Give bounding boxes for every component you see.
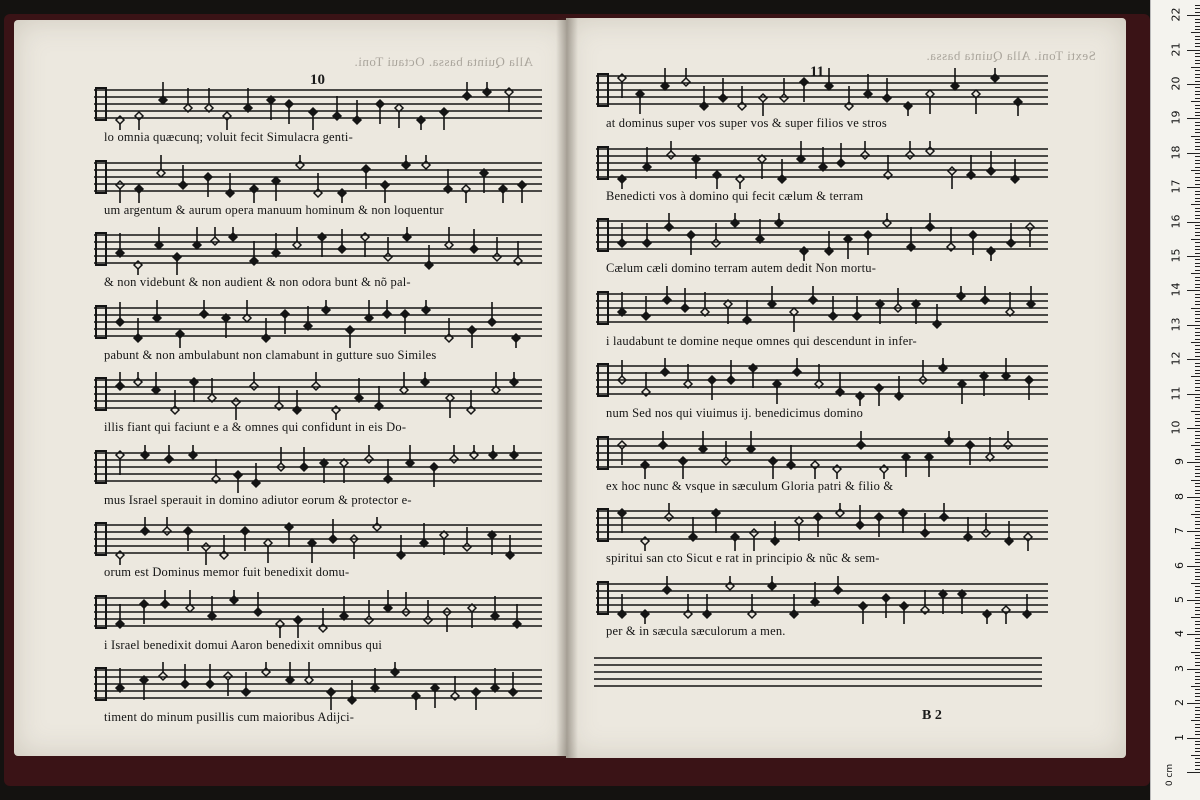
ruler-tick (1195, 535, 1200, 536)
ruler-tick (1195, 504, 1200, 505)
ruler-tick (1195, 390, 1200, 391)
ruler-tick (1195, 259, 1200, 260)
ruler-tick (1187, 256, 1200, 257)
ruler-tick (1195, 356, 1200, 357)
lyric-line: Benedicti vos à domino qui fecit cælum & terram (606, 188, 864, 203)
ruler-tick (1195, 177, 1200, 178)
ruler-tick (1195, 744, 1200, 745)
ruler-label: 19 (1169, 110, 1183, 125)
ruler-label: 10 (1169, 420, 1183, 435)
ruler-tick (1195, 232, 1200, 233)
ruler-tick (1195, 607, 1200, 608)
ruler-tick (1195, 638, 1200, 639)
ruler-tick (1195, 249, 1200, 250)
ruler-tick (1187, 428, 1200, 429)
ruler-tick (1195, 297, 1200, 298)
ruler-tick (1195, 12, 1200, 13)
ruler-tick (1195, 658, 1200, 659)
ruler-label: 7 (1173, 527, 1186, 535)
ruler-tick (1195, 53, 1200, 54)
ruler-tick (1195, 483, 1200, 484)
ruler-label: 12 (1169, 351, 1183, 366)
ruler-tick (1195, 149, 1200, 150)
music-staff (94, 300, 542, 348)
ruler-tick (1195, 466, 1200, 467)
ruler-tick (1195, 225, 1200, 226)
ruler-tick (1191, 376, 1200, 377)
music-staff (596, 68, 1048, 116)
ruler-tick (1195, 39, 1200, 40)
ruler-tick (1195, 727, 1200, 728)
ruler-tick (1195, 26, 1200, 27)
ruler-tick (1195, 132, 1200, 133)
ruler-tick (1195, 593, 1200, 594)
ruler-tick (1195, 469, 1200, 470)
ruler-tick (1195, 500, 1200, 501)
ruler-tick (1195, 328, 1200, 329)
ruler-label: 6 (1173, 561, 1186, 569)
ruler-tick (1187, 84, 1200, 85)
lyric-line: um argentum & aurum opera manuum hominum & non loquentur (104, 202, 444, 217)
music-staff (94, 372, 542, 420)
ruler-tick (1195, 8, 1200, 9)
ruler-tick (1187, 531, 1200, 532)
ruler-tick (1191, 67, 1200, 68)
music-staff (94, 82, 542, 130)
ruler-tick (1195, 215, 1200, 216)
ruler-tick (1187, 703, 1200, 704)
ruler-tick (1195, 370, 1200, 371)
ruler-tick (1195, 586, 1200, 587)
ruler-tick (1195, 676, 1200, 677)
ruler-tick (1187, 118, 1200, 119)
ruler-tick (1191, 170, 1200, 171)
ruler-tick (1195, 43, 1200, 44)
ruler-tick (1195, 528, 1200, 529)
ruler-tick (1195, 380, 1200, 381)
ruler-tick (1195, 442, 1200, 443)
ruler-tick (1195, 163, 1200, 164)
ruler-tick (1191, 239, 1200, 240)
ruler-tick (1195, 19, 1200, 20)
ruler-tick (1195, 714, 1200, 715)
ruler-tick (1195, 314, 1200, 315)
ruler-tick (1195, 318, 1200, 319)
ruler-tick (1195, 242, 1200, 243)
ruler-label: 20 (1169, 76, 1183, 91)
ruler-tick (1195, 284, 1200, 285)
ruler-tick (1195, 486, 1200, 487)
ruler-tick (1195, 665, 1200, 666)
ruler-tick (1195, 98, 1200, 99)
music-staff (596, 213, 1048, 261)
ruler-tick (1195, 208, 1200, 209)
ruler-tick (1187, 290, 1200, 291)
ruler-tick (1195, 473, 1200, 474)
lyric-line: mus Israel sperauit in domino adiutor eorum & protector e- (104, 492, 412, 507)
ruler-tick (1195, 418, 1200, 419)
left-header-showthrough: Alla Quinta bassa. Octaui Toni. (354, 54, 533, 69)
ruler-tick (1195, 287, 1200, 288)
ruler-tick (1195, 576, 1200, 577)
ruler-tick (1195, 321, 1200, 322)
ruler-tick (1195, 352, 1200, 353)
ruler-tick (1195, 211, 1200, 212)
ruler-tick (1187, 497, 1200, 498)
ruler-tick (1195, 459, 1200, 460)
ruler-tick (1195, 456, 1200, 457)
ruler-tick (1195, 263, 1200, 264)
ruler-tick (1195, 180, 1200, 181)
ruler-tick (1195, 425, 1200, 426)
ruler-tick (1187, 153, 1200, 154)
ruler-tick (1195, 383, 1200, 384)
ruler-tick (1195, 452, 1200, 453)
ruler-tick (1195, 679, 1200, 680)
ruler-tick (1195, 125, 1200, 126)
ruler-tick (1195, 253, 1200, 254)
ruler-tick (1191, 101, 1200, 102)
ruler-tick (1191, 445, 1200, 446)
empty-staff (594, 650, 1042, 698)
ruler-tick (1187, 187, 1200, 188)
ruler-label: 14 (1169, 282, 1183, 297)
ruler-tick (1195, 710, 1200, 711)
ruler-tick (1195, 345, 1200, 346)
lyric-line: orum est Dominus memor fuit benedixit domu- (104, 565, 350, 579)
ruler-tick (1187, 462, 1200, 463)
ruler-tick (1195, 521, 1200, 522)
ruler-tick (1195, 655, 1200, 656)
ruler-tick (1195, 36, 1200, 37)
ruler-tick (1195, 29, 1200, 30)
ruler-tick (1195, 280, 1200, 281)
ruler-label: 13 (1169, 317, 1183, 332)
ruler-tick (1195, 717, 1200, 718)
ruler-tick (1195, 614, 1200, 615)
ruler-tick (1191, 32, 1200, 33)
ruler-tick (1191, 755, 1200, 756)
ruler-tick (1195, 569, 1200, 570)
lyric-line: i laudabunt te domine neque omnes qui descendunt in infer- (606, 333, 917, 348)
ruler-tick (1195, 156, 1200, 157)
ruler-tick (1195, 700, 1200, 701)
ruler-tick (1195, 414, 1200, 415)
left-page (14, 20, 572, 756)
ruler-tick (1195, 87, 1200, 88)
ruler-tick (1191, 720, 1200, 721)
ruler-tick (1195, 545, 1200, 546)
ruler-tick (1195, 689, 1200, 690)
ruler-tick (1195, 693, 1200, 694)
lyric-line: pabunt & non ambulabunt non clamabunt in gutture suo Similes (104, 347, 437, 362)
ruler-tick (1195, 610, 1200, 611)
ruler-tick (1195, 94, 1200, 95)
ruler-tick (1195, 507, 1200, 508)
ruler-tick (1187, 359, 1200, 360)
music-staff (94, 227, 542, 275)
ruler-tick (1195, 270, 1200, 271)
lyric-line: i Israel benedixit domui Aaron benedixit omnibus qui (104, 637, 383, 652)
ruler-tick (1191, 342, 1200, 343)
ruler-tick (1191, 204, 1200, 205)
ruler-label: 21 (1169, 42, 1183, 57)
ruler-tick (1191, 652, 1200, 653)
ruler-tick (1195, 108, 1200, 109)
ruler-tick (1195, 597, 1200, 598)
ruler-tick (1191, 411, 1200, 412)
ruler-tick (1187, 325, 1200, 326)
ruler-tick (1195, 81, 1200, 82)
ruler-tick (1195, 431, 1200, 432)
ruler-tick (1195, 105, 1200, 106)
ruler-tick (1195, 160, 1200, 161)
ruler-tick (1195, 74, 1200, 75)
right-header-showthrough: Sexti Toni. Alla Quinta bassa. (926, 48, 1096, 63)
right-folio: 11 (810, 64, 825, 80)
ruler-tick (1187, 669, 1200, 670)
ruler-tick (1195, 366, 1200, 367)
ruler-tick (1195, 435, 1200, 436)
ruler-tick (1191, 514, 1200, 515)
ruler-tick (1195, 628, 1200, 629)
lyric-line: lo omnia quæcunq; voluit fecit Simulacra genti- (104, 130, 353, 144)
ruler-tick (1195, 191, 1200, 192)
ruler-tick (1195, 339, 1200, 340)
ruler-tick (1195, 404, 1200, 405)
ruler-tick (1187, 50, 1200, 51)
ruler-tick (1195, 696, 1200, 697)
ruler-tick (1195, 115, 1200, 116)
ruler-tick (1195, 218, 1200, 219)
ruler-tick (1195, 672, 1200, 673)
music-staff (596, 286, 1048, 334)
ruler-tick (1195, 373, 1200, 374)
ruler-unit: 0 cm (1164, 763, 1175, 787)
ruler-tick (1195, 648, 1200, 649)
ruler-tick (1195, 724, 1200, 725)
ruler-tick (1195, 590, 1200, 591)
ruler-tick (1195, 387, 1200, 388)
music-staff (596, 431, 1048, 479)
ruler-tick (1195, 662, 1200, 663)
ruler-tick (1195, 438, 1200, 439)
lyric-line: timent do minum pusillis cum maioribus Adijci- (104, 710, 355, 724)
ruler-tick (1195, 60, 1200, 61)
ruler-tick (1195, 70, 1200, 71)
measurement-ruler (1150, 0, 1200, 800)
ruler-label: 9 (1173, 458, 1186, 466)
music-staff (94, 445, 542, 493)
ruler-tick (1195, 579, 1200, 580)
ruler-tick (1195, 517, 1200, 518)
ruler-tick (1195, 624, 1200, 625)
ruler-tick (1195, 683, 1200, 684)
ruler-tick (1195, 707, 1200, 708)
ruler-tick (1195, 304, 1200, 305)
ruler-tick (1191, 136, 1200, 137)
ruler-tick (1195, 397, 1200, 398)
page-signature: B 2 (922, 708, 942, 723)
ruler-label: 8 (1173, 492, 1186, 500)
ruler-tick (1195, 332, 1200, 333)
ruler-tick (1191, 548, 1200, 549)
ruler-label: 1 (1173, 733, 1186, 741)
ruler-tick (1195, 294, 1200, 295)
right-page (566, 18, 1126, 758)
ruler-tick (1191, 617, 1200, 618)
ruler-tick (1191, 273, 1200, 274)
ruler-tick (1195, 762, 1200, 763)
ruler-tick (1195, 562, 1200, 563)
ruler-tick (1195, 22, 1200, 23)
ruler-tick (1195, 572, 1200, 573)
ruler-tick (1195, 493, 1200, 494)
ruler-tick (1195, 511, 1200, 512)
ruler-tick (1195, 335, 1200, 336)
ruler-tick (1195, 146, 1200, 147)
ruler-tick (1195, 201, 1200, 202)
ruler-tick (1195, 731, 1200, 732)
music-staff (94, 590, 542, 638)
ruler-tick (1195, 228, 1200, 229)
ruler-tick (1195, 311, 1200, 312)
ruler-tick (1191, 480, 1200, 481)
ruler-tick (1195, 5, 1200, 6)
ruler-label: 16 (1169, 214, 1183, 229)
ruler-tick (1195, 407, 1200, 408)
ruler-tick (1195, 555, 1200, 556)
ruler-tick (1195, 641, 1200, 642)
music-staff (596, 141, 1048, 189)
ruler-tick (1195, 748, 1200, 749)
ruler-tick (1195, 603, 1200, 604)
ruler-label: 2 (1173, 699, 1186, 707)
lyric-line: at dominus super vos super vos & super filios ve stros (606, 116, 887, 130)
ruler-label: 22 (1169, 7, 1183, 22)
ruler-tick (1195, 645, 1200, 646)
music-staff (596, 358, 1048, 406)
ruler-label: 5 (1173, 596, 1186, 603)
ruler-tick (1195, 235, 1200, 236)
ruler-tick (1195, 112, 1200, 113)
ruler-tick (1187, 15, 1200, 16)
ruler-label: 18 (1169, 145, 1183, 160)
ruler-tick (1195, 476, 1200, 477)
ruler-tick (1195, 758, 1200, 759)
ruler-tick (1195, 173, 1200, 174)
ruler-tick (1195, 449, 1200, 450)
ruler-tick (1195, 139, 1200, 140)
ruler-tick (1195, 129, 1200, 130)
ruler-tick (1191, 308, 1200, 309)
lyric-line: illis fiant qui faciunt e a & omnes qui confidunt in eis Do- (104, 420, 407, 434)
ruler-tick (1195, 77, 1200, 78)
music-staff (94, 662, 542, 710)
music-staff (94, 155, 542, 203)
ruler-tick (1195, 400, 1200, 401)
ruler-tick (1195, 91, 1200, 92)
lyric-line: num Sed nos qui viuimus ij. benedicimus domino (606, 406, 864, 420)
ruler-tick (1195, 765, 1200, 766)
lyric-line: spiritui san cto Sicut e rat in principio & nũc & sem- (606, 551, 880, 565)
ruler-tick (1195, 542, 1200, 543)
ruler-label: 4 (1173, 630, 1186, 638)
ruler-tick (1195, 524, 1200, 525)
ruler-tick (1187, 738, 1200, 739)
book-gutter (556, 18, 578, 758)
lyric-line: ex hoc nunc & vsque in sæculum Gloria patri & filio & (606, 478, 894, 493)
ruler-tick (1195, 198, 1200, 199)
ruler-tick (1195, 194, 1200, 195)
ruler-tick (1195, 142, 1200, 143)
ruler-tick (1195, 56, 1200, 57)
ruler-tick (1195, 167, 1200, 168)
ruler-tick (1195, 769, 1200, 770)
ruler-tick (1195, 246, 1200, 247)
ruler-label: 15 (1169, 248, 1183, 263)
ruler-tick (1195, 559, 1200, 560)
ruler-tick (1195, 751, 1200, 752)
ruler-tick (1187, 394, 1200, 395)
music-staff (596, 503, 1048, 551)
ruler-tick (1195, 266, 1200, 267)
ruler-tick (1195, 538, 1200, 539)
ruler-tick (1195, 277, 1200, 278)
ruler-tick (1195, 349, 1200, 350)
ruler-tick (1195, 421, 1200, 422)
ruler-label: 11 (1169, 386, 1183, 401)
ruler-tick (1195, 621, 1200, 622)
music-staff (94, 517, 542, 565)
ruler-tick (1191, 583, 1200, 584)
ruler-tick (1187, 600, 1200, 601)
ruler-label: 17 (1169, 179, 1183, 194)
ruler-tick (1195, 490, 1200, 491)
lyric-line: & non videbunt & non audient & non odora bunt & nõ pal- (104, 275, 411, 289)
ruler-tick (1195, 741, 1200, 742)
lyric-line: per & in sæcula sæculorum a men. (606, 623, 786, 638)
ruler-tick (1195, 301, 1200, 302)
ruler-tick (1187, 222, 1200, 223)
ruler-tick (1195, 46, 1200, 47)
ruler-tick (1195, 363, 1200, 364)
ruler-tick (1195, 122, 1200, 123)
ruler-tick (1187, 634, 1200, 635)
ruler-tick (1191, 686, 1200, 687)
ruler-tick (1187, 566, 1200, 567)
lyric-line: Cælum cæli domino terram autem dedit Non mortu- (606, 261, 877, 275)
music-staff (596, 576, 1048, 624)
ruler-label: 3 (1173, 664, 1186, 672)
ruler-tick (1195, 734, 1200, 735)
ruler-tick (1195, 63, 1200, 64)
ruler-tick (1195, 631, 1200, 632)
left-folio: 10 (310, 72, 325, 88)
ruler-tick (1195, 184, 1200, 185)
ruler-tick (1195, 552, 1200, 553)
ruler-tick (1187, 772, 1200, 773)
